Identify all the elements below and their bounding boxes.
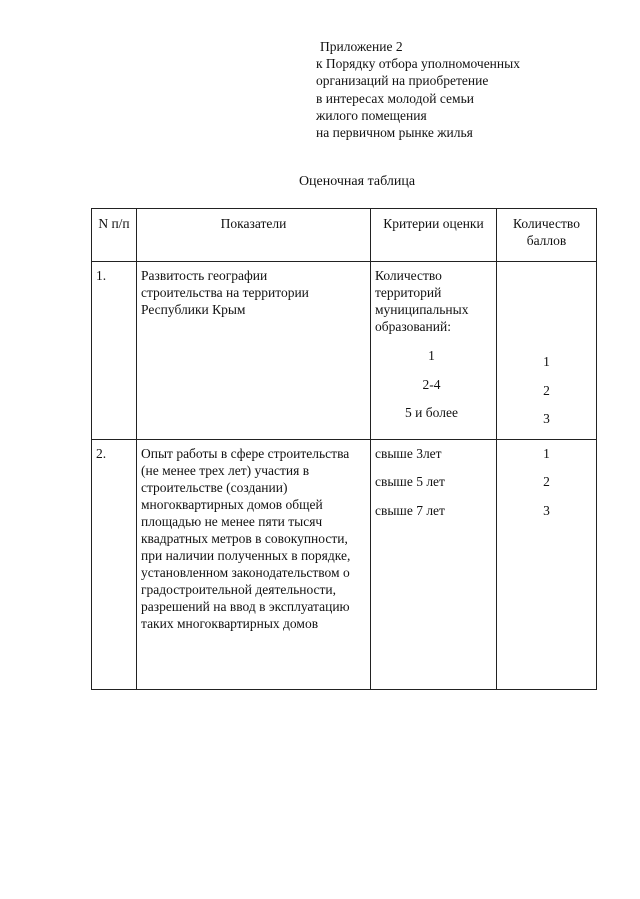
table-row [92,262,597,440]
indicator-cell: Опыт работы в сфере строительства (не менее трех лет) участия в строительстве (создании) многоквартирных домов общей площадью не менее пяти тысяч квадратных метров в совокупности, при наличии полученных в порядке, установленном законодательством о градостроительной деятельности, разрешений на ввод в эксплуатацию таких многоквартирных домов [137,439,371,689]
score-cell [497,439,597,689]
indicator-cell: Развитость географии строительства на территории Республики Крым [137,262,371,440]
appendix-line: жилого помещения [316,107,427,123]
criteria-value: 1 [428,348,435,363]
column-header: N п/п [92,209,137,262]
document-title: Оценочная таблица [298,174,416,189]
score-value: 3 [543,502,550,518]
criteria-value: свыше 3лет [375,445,442,461]
table-row [92,439,597,689]
appendix-line: в интересах молодой семьи [316,90,474,106]
row-number: 2. [92,439,137,689]
appendix-line: Приложение 2 [320,39,403,54]
score-values [497,353,596,439]
criteria-value: свыше 5 лет [375,474,445,489]
score-value: 2 [543,474,550,489]
criteria-cell [371,439,497,689]
appendix-header [316,38,520,141]
score-value: 1 [543,354,550,369]
column-header: Показатели [137,209,371,262]
column-header: Критерии оценки [371,209,497,262]
criteria-value: 5 и более [405,405,458,420]
criteria-value: свыше 7 лет [375,502,445,518]
score-values [497,445,596,531]
score-value: 3 [543,411,550,426]
criteria-intro: Количество территорий муниципальных образований: [375,268,469,334]
score-value: 1 [543,445,550,461]
row-number: 1. [92,262,137,440]
criteria-cell [371,262,497,440]
column-header: Количество баллов [497,209,597,262]
evaluation-table [91,208,597,690]
table-header-row [92,209,597,262]
score-cell [497,262,597,440]
score-value: 2 [543,382,550,398]
appendix-line: на первичном рынке жилья [316,125,473,141]
criteria-value: 2-4 [422,376,441,392]
appendix-line: организаций на приобретение [316,73,489,89]
criteria-values [375,445,496,531]
appendix-line: к Порядку отбора уполномоченных [316,56,520,72]
criteria-values [375,347,496,433]
